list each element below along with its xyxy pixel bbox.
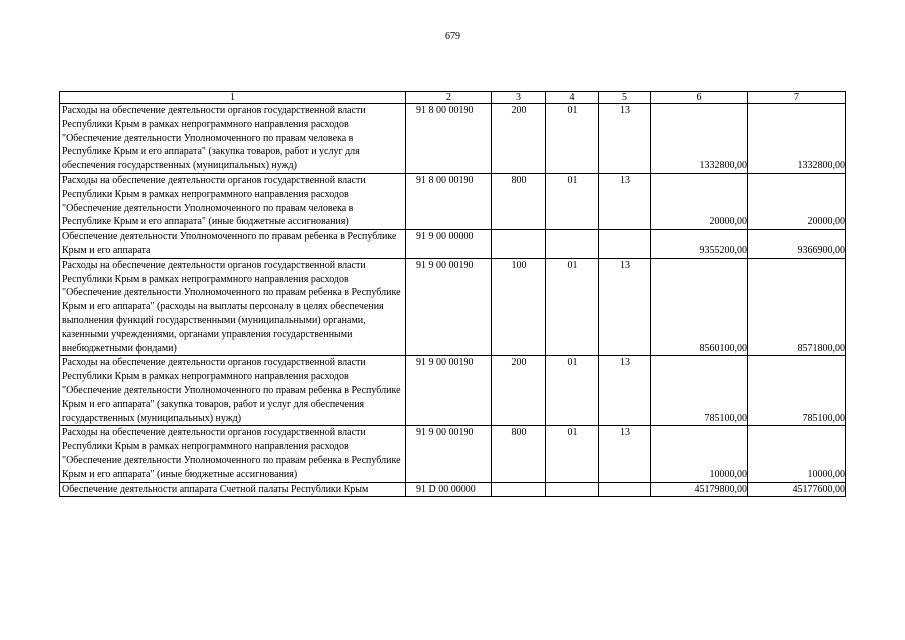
amount-year-2: 10000,00: [748, 426, 846, 482]
column-header: 1: [60, 92, 406, 104]
table-header-row: [60, 92, 846, 104]
amount-year-2: 20000,00: [748, 173, 846, 229]
section-code: 01: [546, 258, 599, 356]
table-row: [60, 356, 846, 426]
target-article-code: 91 D 00 00000: [406, 482, 492, 497]
row-description: Расходы на обеспечение деятельности органов государственной власти Республики Крым в рамках непрограммного направления расходов "Обеспечение деятельности Уполномоченного по правам ребенка в Республике Крым и его аппарата" (иные бюджетные ассигнования): [60, 426, 406, 482]
column-header: 5: [599, 92, 651, 104]
subsection-code: 13: [599, 173, 651, 229]
amount-year-1: 10000,00: [651, 426, 748, 482]
expense-type-code: 200: [492, 104, 546, 174]
table-row: [60, 104, 846, 174]
column-header: 3: [492, 92, 546, 104]
amount-year-2: 45177600,00: [748, 482, 846, 497]
table-row: [60, 173, 846, 229]
row-description: Расходы на обеспечение деятельности органов государственной власти Республики Крым в рамках непрограммного направления расходов "Обеспечение деятельности Уполномоченного по правам человека в Республике Крым и его аппарата" (иные бюджетные ассигнования): [60, 173, 406, 229]
amount-year-1: 9355200,00: [651, 230, 748, 259]
expense-type-code: [492, 482, 546, 497]
subsection-code: [599, 482, 651, 497]
subsection-code: [599, 230, 651, 259]
row-description: Обеспечение деятельности аппарата Счетной палаты Республики Крым: [60, 482, 406, 497]
column-header: 7: [748, 92, 846, 104]
section-code: 01: [546, 173, 599, 229]
expense-type-code: 200: [492, 356, 546, 426]
amount-year-2: 785100,00: [748, 356, 846, 426]
table-row: [60, 230, 846, 259]
target-article-code: 91 9 00 00000: [406, 230, 492, 259]
section-code: 01: [546, 104, 599, 174]
column-header: 6: [651, 92, 748, 104]
row-description: Расходы на обеспечение деятельности органов государственной власти Республики Крым в рамках непрограммного направления расходов "Обеспечение деятельности Уполномоченного по правам человека в Республике Крым и его аппарата" (закупка товаров, работ и услуг для обеспечения государственных (муниципальных) нужд): [60, 104, 406, 174]
amount-year-2: 8571800,00: [748, 258, 846, 356]
amount-year-1: 45179800,00: [651, 482, 748, 497]
table-row: [60, 426, 846, 482]
expense-type-code: 800: [492, 426, 546, 482]
section-code: [546, 482, 599, 497]
subsection-code: 13: [599, 258, 651, 356]
section-code: 01: [546, 356, 599, 426]
amount-year-2: 9366900,00: [748, 230, 846, 259]
target-article-code: 91 9 00 00190: [406, 426, 492, 482]
target-article-code: 91 9 00 00190: [406, 356, 492, 426]
amount-year-2: 1332800,00: [748, 104, 846, 174]
column-header: 2: [406, 92, 492, 104]
page-number: 679: [445, 31, 460, 42]
expense-type-code: [492, 230, 546, 259]
subsection-code: 13: [599, 356, 651, 426]
table-row: [60, 258, 846, 356]
row-description: Обеспечение деятельности Уполномоченного по правам ребенка в Республике Крым и его аппарата: [60, 230, 406, 259]
target-article-code: 91 9 00 00190: [406, 258, 492, 356]
budget-table: [59, 91, 846, 497]
expense-type-code: 100: [492, 258, 546, 356]
section-code: 01: [546, 426, 599, 482]
table-row: [60, 482, 846, 497]
expense-type-code: 800: [492, 173, 546, 229]
amount-year-1: 1332800,00: [651, 104, 748, 174]
amount-year-1: 8560100,00: [651, 258, 748, 356]
column-header: 4: [546, 92, 599, 104]
subsection-code: 13: [599, 426, 651, 482]
target-article-code: 91 8 00 00190: [406, 104, 492, 174]
row-description: Расходы на обеспечение деятельности органов государственной власти Республики Крым в рамках непрограммного направления расходов "Обеспечение деятельности Уполномоченного по правам ребенка в Республике Крым и его аппарата" (закупка товаров, работ и услуг для обеспечения государственных (муниципальных) нужд): [60, 356, 406, 426]
subsection-code: 13: [599, 104, 651, 174]
row-description: Расходы на обеспечение деятельности органов государственной власти Республики Крым в рамках непрограммного направления расходов "Обеспечение деятельности Уполномоченного по правам ребенка в Республике Крым и его аппарата" (расходы на выплаты персоналу в целях обеспечения выполнения функций государственными (муниципальными) органами, казенными учреждениями, органами управления государственными внебюджетными фондами): [60, 258, 406, 356]
amount-year-1: 785100,00: [651, 356, 748, 426]
target-article-code: 91 8 00 00190: [406, 173, 492, 229]
amount-year-1: 20000,00: [651, 173, 748, 229]
section-code: [546, 230, 599, 259]
